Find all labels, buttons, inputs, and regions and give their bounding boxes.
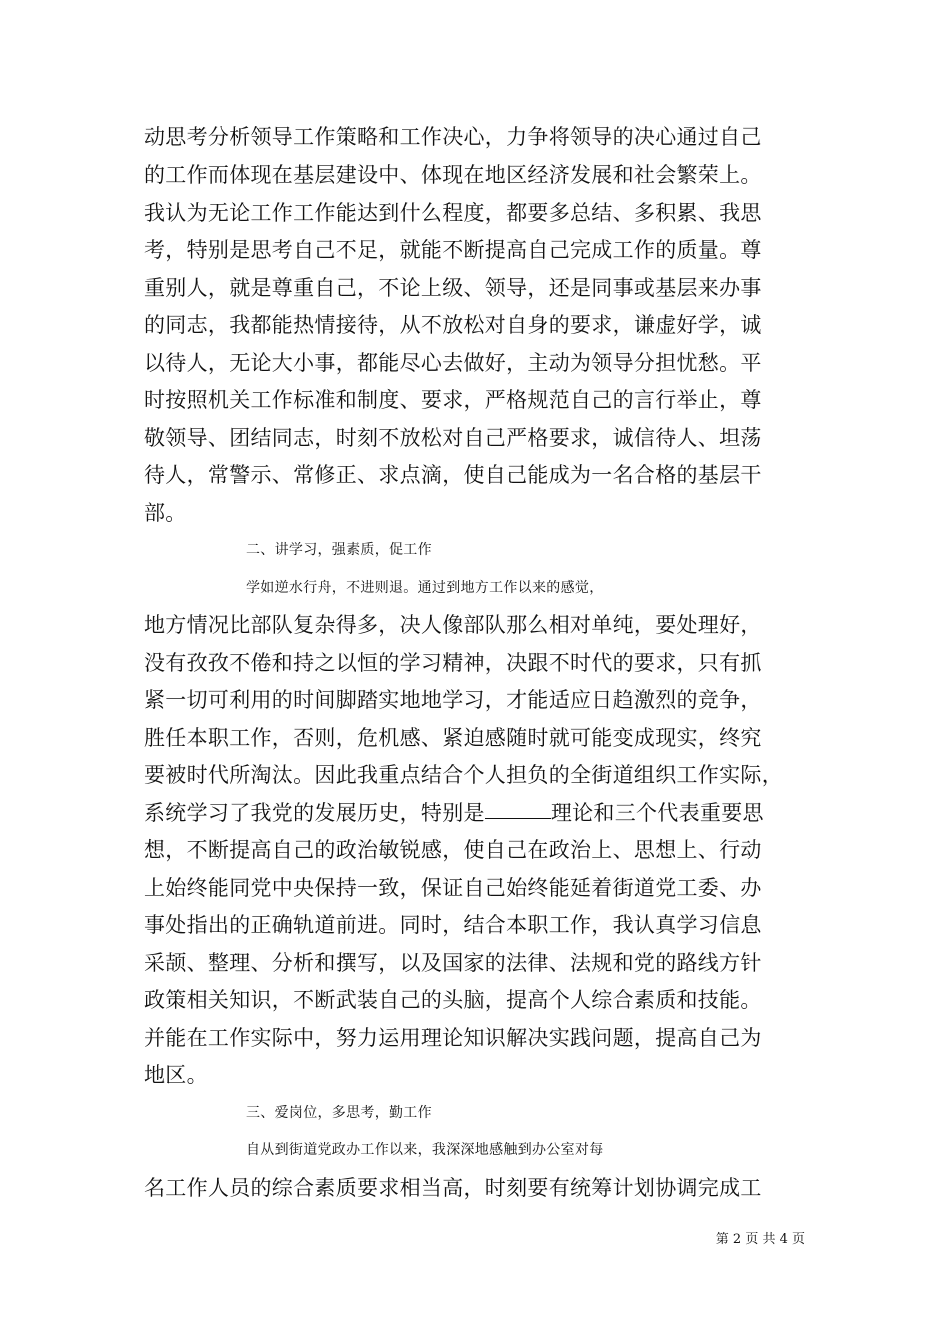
text-line: 考，特别是思考自己不足，就能不断提高自己完成工作的质量。尊 xyxy=(144,238,762,262)
text-line: 部。 xyxy=(144,501,187,525)
text-line: 自从到街道党政办工作以来，我深深地感触到办公室对每 xyxy=(246,1142,604,1158)
text-line: 学如逆水行舟，不进则退。通过到地方工作以来的感觉， xyxy=(246,580,604,596)
text-line: 没有孜孜不倦和持之以恒的学习精神，决跟不时代的要求，只有抓 xyxy=(144,651,762,675)
text-line: 地方情况比部队复杂得多，决人像部队那么相对单纯，要处理好， xyxy=(144,613,762,637)
text-line: 敬领导、团结同志，时刻不放松对自己严格要求，诚信待人、坦荡 xyxy=(144,426,762,450)
section-heading: 三、爱岗位，多思考，勤工作 xyxy=(246,1105,432,1121)
text-line: 名工作人员的综合素质要求相当高，时刻要有统筹计划协调完成工 xyxy=(144,1176,762,1200)
text-line: 事处指出的正确轨道前进。同时，结合本职工作，我认真学习信息 xyxy=(144,913,762,937)
text-fragment: 理论和三个代表重要思 xyxy=(550,801,764,825)
text-line: 动思考分析领导工作策略和工作决心，力争将领导的决心通过自己 xyxy=(144,125,762,149)
section-heading: 二、讲学习，强素质，促工作 xyxy=(246,542,432,558)
text-line: 待人，常警示、常修正、求点滴，使自己能成为一名合格的基层干 xyxy=(144,463,762,487)
text-line: 紧一切可利用的时间脚踏实地地学习，才能适应日趋激烈的竞争， xyxy=(144,688,762,712)
text-line: 地区。 xyxy=(144,1063,208,1087)
text-line: 想，不断提高自己的政治敏锐感，使自己在政治上、思想上、行动 xyxy=(144,838,762,862)
text-line: 以待人，无论大小事，都能尽心去做好，主动为领导分担忧愁。平 xyxy=(144,351,762,375)
text-fragment: 系统学习了我党的发展历史，特别是 xyxy=(144,801,485,825)
text-line: 并能在工作实际中，努力运用理论知识解决实践问题，提高自己为 xyxy=(144,1026,762,1050)
fill-in-blank xyxy=(485,800,551,819)
text-line: 我认为无论工作工作能达到什么程度，都要多总结、多积累、我思 xyxy=(144,201,762,225)
text-line: 的同志，我都能热情接待，从不放松对自身的要求，谦虚好学，诚 xyxy=(144,313,762,337)
text-line xyxy=(144,793,820,833)
text-line: 胜任本职工作，否则，危机感、紧迫感随时就可能变成现实，终究 xyxy=(144,726,762,750)
text-line: 上始终能同党中央保持一致，保证自己始终能延着街道党工委、办 xyxy=(144,876,762,900)
text-line: 时按照机关工作标准和制度、要求，严格规范自己的言行举止，尊 xyxy=(144,388,762,412)
text-line: 重别人，就是尊重自己，不论上级、领导，还是同事或基层来办事 xyxy=(144,276,762,300)
text-line: 的工作而体现在基层建设中、体现在地区经济发展和社会繁荣上。 xyxy=(144,163,762,187)
page-number: 第 2 页 共 4 页 xyxy=(715,1232,805,1247)
text-line: 政策相关知识，不断武装自己的头脑，提高个人综合素质和技能。 xyxy=(144,988,762,1012)
text-line: 采颉、整理、分析和撰写，以及国家的法律、法规和党的路线方针 xyxy=(144,951,762,975)
text-line: 要被时代所淘汰。因此我重点结合个人担负的全街道组织工作实际， xyxy=(144,763,783,787)
